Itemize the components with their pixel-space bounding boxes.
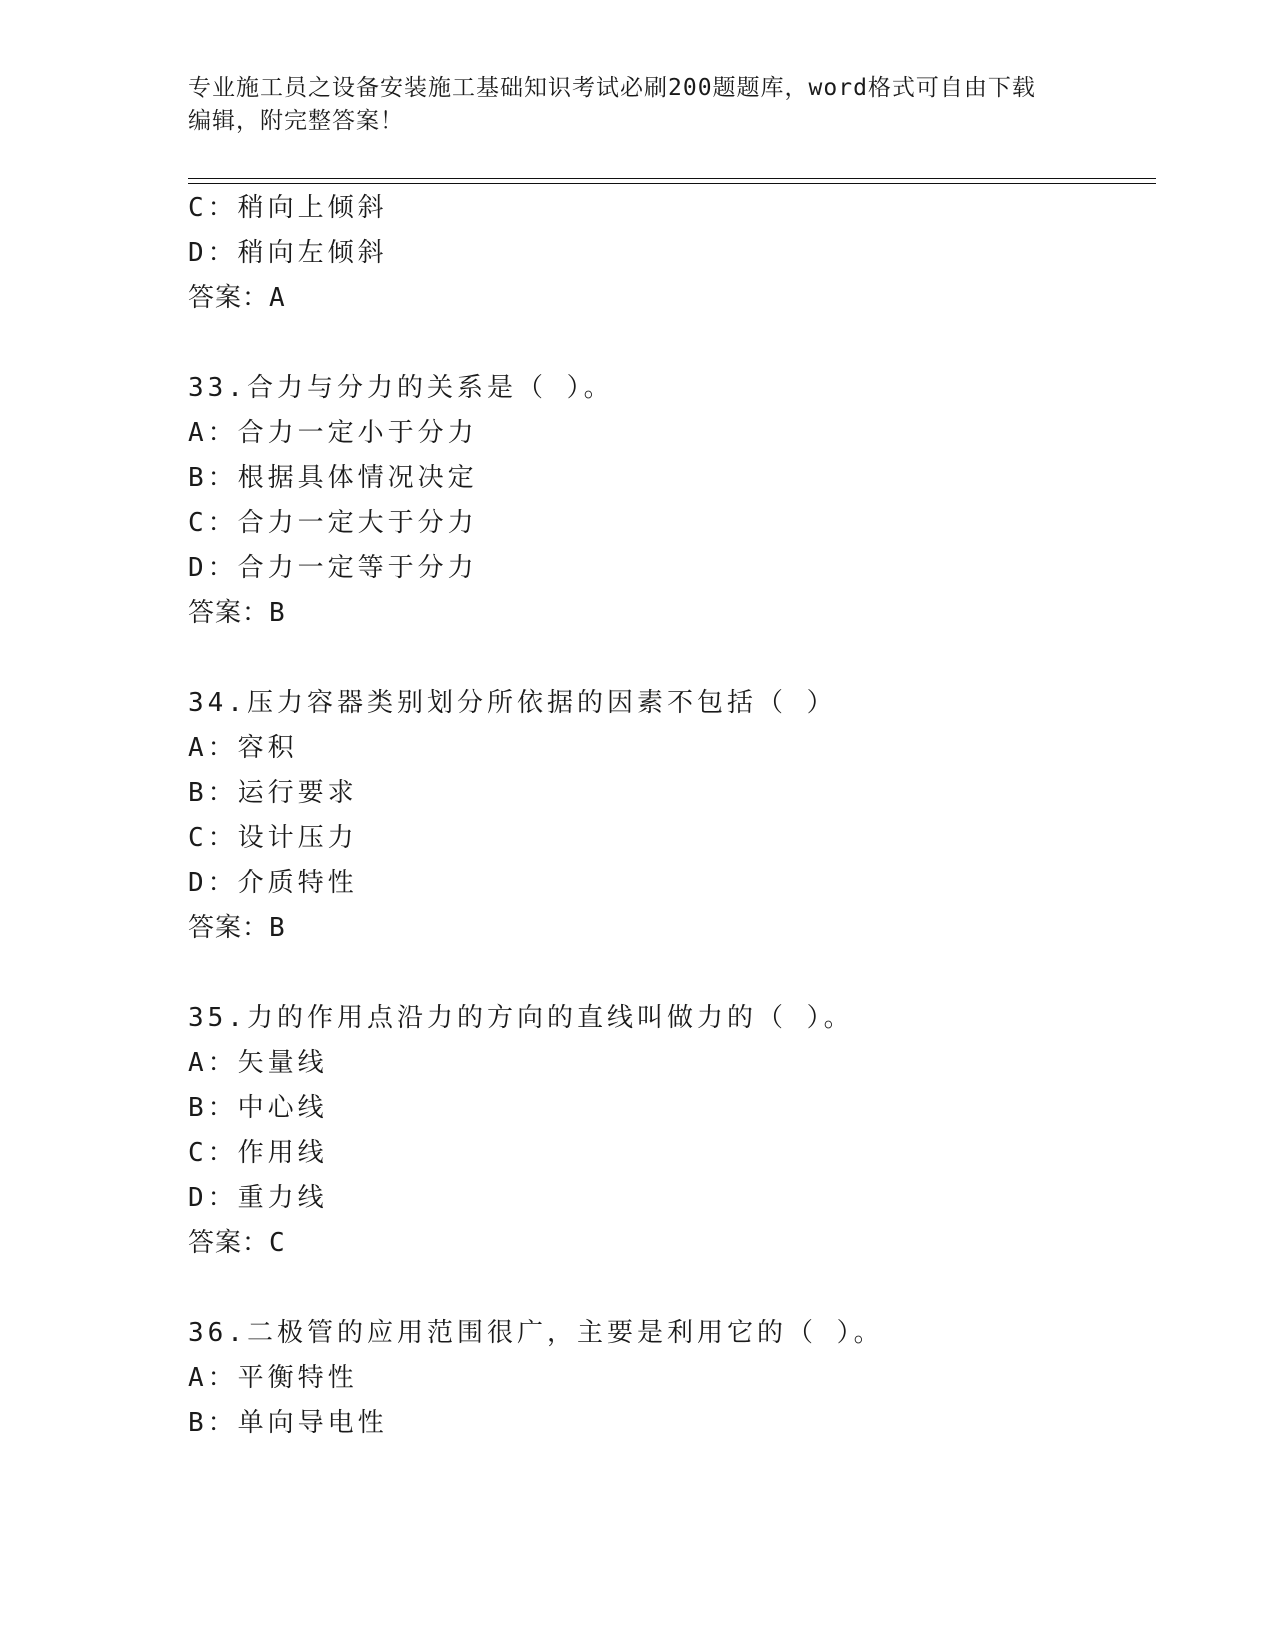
q34-answer: 答案：B bbox=[188, 913, 286, 943]
q36-option-a: A：平衡特性 bbox=[188, 1363, 358, 1393]
q34-option-d: D：介质特性 bbox=[188, 868, 358, 898]
q32-option-c: C：稍向上倾斜 bbox=[188, 193, 388, 223]
q34-option-c: C：设计压力 bbox=[188, 823, 358, 853]
q35-answer: 答案：C bbox=[188, 1228, 286, 1258]
q33-question: 33.合力与分力的关系是（ ）。 bbox=[188, 373, 614, 403]
header-rule-bottom bbox=[188, 183, 1156, 184]
q33-option-b: B：根据具体情况决定 bbox=[188, 463, 478, 493]
q35-option-a: A：矢量线 bbox=[188, 1048, 328, 1078]
q35-option-c: C：作用线 bbox=[188, 1138, 328, 1168]
q36-option-b: B：单向导电性 bbox=[188, 1408, 388, 1438]
q34-option-b: B：运行要求 bbox=[188, 778, 358, 808]
q34-question: 34.压力容器类别划分所依据的因素不包括（ ） bbox=[188, 688, 837, 718]
q33-option-c: C：合力一定大于分力 bbox=[188, 508, 478, 538]
q32-option-d: D：稍向左倾斜 bbox=[188, 238, 388, 268]
q34-option-a: A：容积 bbox=[188, 733, 298, 763]
header-line-1: 专业施工员之设备安装施工基础知识考试必刷200题题库，word格式可自由下载 bbox=[188, 75, 1036, 101]
q35-option-b: B：中心线 bbox=[188, 1093, 328, 1123]
header-rule-top bbox=[188, 178, 1156, 179]
document-header bbox=[188, 72, 1088, 138]
q35-option-d: D：重力线 bbox=[188, 1183, 328, 1213]
q36-question: 36.二极管的应用范围很广，主要是利用它的（ ）。 bbox=[188, 1318, 884, 1348]
q33-answer: 答案：B bbox=[188, 598, 286, 628]
q35-question: 35.力的作用点沿力的方向的直线叫做力的（ ）。 bbox=[188, 1003, 854, 1033]
q33-option-d: D：合力一定等于分力 bbox=[188, 553, 478, 583]
q32-answer: 答案：A bbox=[188, 283, 286, 313]
q33-option-a: A：合力一定小于分力 bbox=[188, 418, 478, 448]
header-line-2: 编辑，附完整答案！ bbox=[188, 108, 404, 134]
